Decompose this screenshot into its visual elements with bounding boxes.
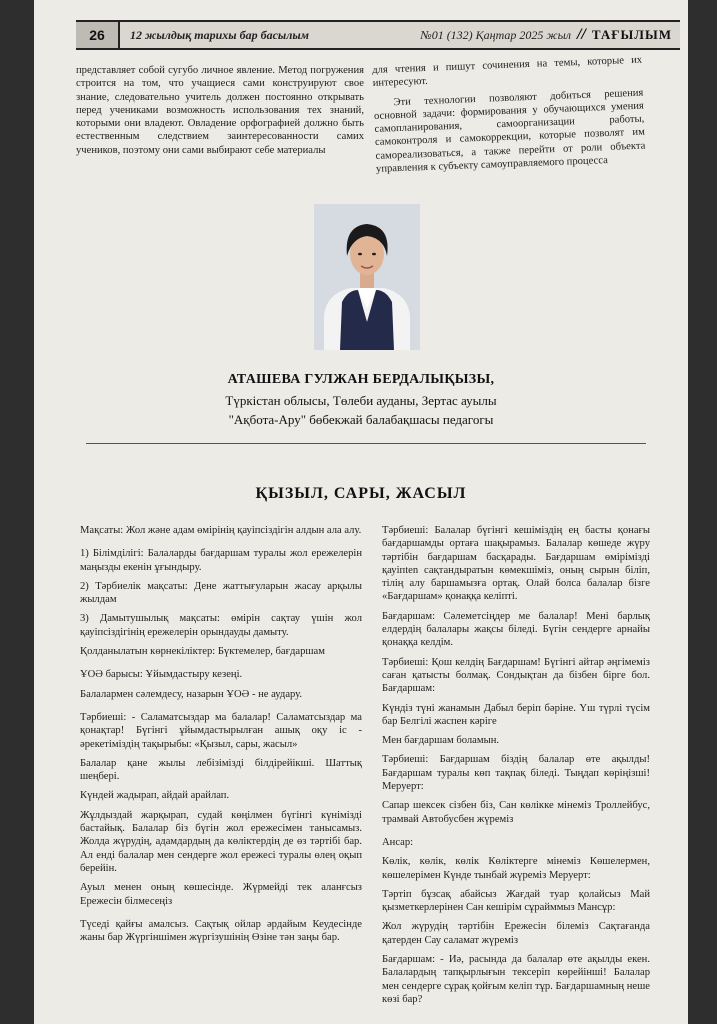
paragraph: Мен бағдаршам боламын. xyxy=(382,735,500,747)
paragraph: Жол жүрудің тәртібін Ережесін білеміз Сақтағанда қатерден Сау саламат жүреміз xyxy=(382,921,650,946)
issue-info: №01 (132) Қаңтар 2025 жыл xyxy=(420,27,571,42)
author-photo xyxy=(314,204,420,350)
header-tagline: 12 жылдық тарихы бар басылым xyxy=(130,27,309,42)
paragraph: Мақсаты: Жол және адам өмірінің қауіпсіздігін алдын ала алу. xyxy=(80,525,362,536)
paragraph: Бағдаршам: - Иә, расында да балалар өте ақылды екен. Балалардың тапқырлығын тексеріп көрейінші! Балалар мен сендерге сұрақ қойғым келіп тұр. Бағдаршамның неше көзі бар? xyxy=(382,954,650,1005)
portrait-image xyxy=(314,204,420,350)
paragraph: Тәрбиеші: - Саламатсыздар ма балалар! Саламатсыздар ма қонақтар! Бүгінгі ұйымдастырылған ашық оқу іс - әрекетіміздің тақырыбы: «Қызыл, сары, жасыл» xyxy=(80,711,362,750)
paragraph: Тәрбиеші: Қош келдің Бағдаршам! Бүгінгі айтар әңгімеміз саған қатысты болмақ. Сондықтан да бізбен бірге бол. Бағдаршам: xyxy=(382,656,650,695)
paragraph: Эти технологии позволяют добиться решения основной задачи: формирования у обучающихся умения самопланирования, самоорганизации работы, самоконтроля и самокоррекции, которые позволят им самореализоваться, а также перейти от роли объекта управления к субъекту самоуправляемого процесса xyxy=(373,87,646,175)
paragraph: Тәрбиеші: Балалар бүгінгі кешіміздің ең басты қонағы бағдаршамды ортаға шақырамыз. Балалар көшеде жүру тәртібін бағдаршам басқарады. Бағдаршам өмірімізді қауіпten сақтандыратын көмекшіміз, оның сырын біліп, тілің алу баршамызға ортақ. Олай болса балалар бізге «Бағдаршам» қонаққа келіпті. xyxy=(382,525,650,603)
paragraph: Балалармен сәлемдесу, назарын ҰОӘ - не аудару. xyxy=(80,688,303,700)
magazine-page xyxy=(34,0,688,1024)
paragraph: Тәрбиеші: Бағдаршам біздің балалар өте ақылды! Бағдаршам туралы көп тақпақ біледі. Тыңдап көріңізші! Меруерт: xyxy=(382,754,650,793)
author-location: Түркістан облысы, Төлеби ауданы, Зертас ауылы xyxy=(225,393,497,408)
paragraph: Ансар: xyxy=(382,836,414,848)
paragraph: Ауыл менен оның көшесінде. Жүрмейді тек аланғсыз Ережесін білмесеңіз xyxy=(80,882,362,907)
top-left-column xyxy=(76,64,364,163)
paragraph: Көлік, көлік, көлік Көліктерге мінеміз Көшелермен, көшелерімен Күнде тынбай жүреміз Меруерт: xyxy=(382,856,650,881)
paragraph: 3) Дамытушылық мақсаты: өмірін сақтау үшін жол қауіпсіздігінің ережелерін орындауды дамыту. xyxy=(80,613,362,638)
article-left-column xyxy=(80,524,362,950)
paragraph: Күндіз түні жанамын Дабыл беріп бәріне. Үш түрлі түсім бар Белгілі жаспен кәріге xyxy=(382,702,650,727)
paragraph: Күндей жадырап, айдай арайлап. xyxy=(80,790,230,802)
header-separator: // xyxy=(576,26,586,43)
paragraph: Сапар шексек сізбен біз, Сан көлікке мінеміз Троллейбус, трамвай Автобусбен жүреміз xyxy=(382,800,650,825)
paragraph: Балалар қане жылы лебізімізді білдірейікші. Шаттық шеңбері. xyxy=(80,757,362,783)
paragraph: 2) Тәрбиелік мақсаты: Дене жаттығуларын жасау арқылы жылдам xyxy=(80,580,362,606)
paragraph: для чтения и пишут сочинения на темы, которые их интересуют. xyxy=(372,54,643,90)
magazine-brand: ТАҒЫЛЫМ xyxy=(591,27,672,42)
author-name: АТАШЕВА ГУЛЖАН БЕРДАЛЫҚЫЗЫ, xyxy=(227,372,495,387)
paragraph: представляет собой сугубо личное явление. Метод погружения строится на том, что учащиеся сами конструируют свое знание, следовательно учитель должен постоянно открывать перед учениками возможность использования тех знаний, которыми они владеют. Овладение орфографией должно быть естественным следствием заинтересованности самих учеников, поэтому они сами выбирают себе материалы xyxy=(76,65,364,156)
page-header xyxy=(76,20,680,50)
paragraph: Тәртіп бұзсақ абайсыз Жағдай туар қолайсыз Май қызметкерлерінен Сан кешірім сұрайммыз Мансұр: xyxy=(382,888,650,914)
page-number: 26 xyxy=(76,22,120,48)
divider-line xyxy=(86,443,646,444)
article-title: ҚЫЗЫЛ, САРЫ, ЖАСЫЛ xyxy=(255,485,467,502)
author-position: "Ақбота-Ару" бөбекжай балабақшасы педагогы xyxy=(228,412,494,427)
top-right-column xyxy=(372,54,646,183)
paragraph: ҰОӘ барысы: Ұйымдастыру кезеңі. xyxy=(80,669,243,681)
paragraph: Жұлдыздай жарқырап, судай көңілмен бүгінгі күнімізді бастайық. Балалар біз бүгін жол ережесімен танысамыз. Жолда жүрудің, адамдардың да көліктердің де өз тәртібі бар. Ал енді балалар мен сендерге жол ережесі туралы өлең оқып берейін. xyxy=(80,809,362,874)
paragraph: Бағдаршам: Сәлеметсіңдер ме балалар! Мені барлық елдердің балалары жақсы біледі. Бүгін сендерге арнайы қонаққа келдім. xyxy=(382,610,650,649)
paragraph: 1) Білімділігі: Балаларды бағдаршам туралы жол ережелерін маңызды екенін ұғындыру. xyxy=(80,548,362,573)
paragraph: Қолданылатын көрнекіліктер: Бүктемелер, бағдаршам xyxy=(80,646,325,658)
article-right-column xyxy=(382,524,650,1012)
paragraph: Түседі қайғы амалсыз. Сақтық ойлар әрдайым Кеудесінде жаны бар Жүргіншімен жүргізушінің Өзіне тән заңы бар. xyxy=(80,918,362,944)
